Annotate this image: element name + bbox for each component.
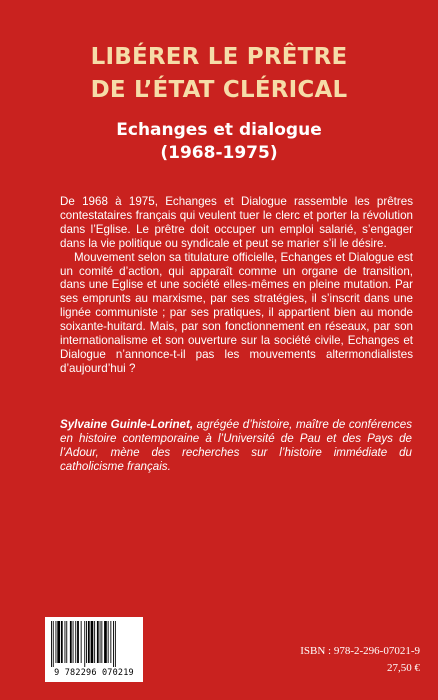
barcode-bar [86,621,87,663]
blurb-paragraph-2: Mouvement selon sa titulature officielle, Echanges et Dialogue est un comité d’action, qui apparaît comme un organe de transition, dans une Eglise et une société elles-mêmes en pleine mutation. Par ses emprunts au marxisme, par ses stratégies, il s’inscrit dans une lignée communiste ; par ses pratiques, il appartient bien au monde soixante-huitard. Mais, par son fonctionnement en réseaux, par son internationalisme et son ouverture sur la société civile, Echanges et Dialogue n’annonce-t-il pas les mouvements altermondialistes d’aujourd’hui ? [60,250,413,375]
barcode-bar [56,621,57,663]
barcode-bar [84,621,85,667]
barcode-bar [97,621,99,663]
barcode-bar [77,621,79,663]
barcode-bar [104,621,107,663]
barcode-bar [100,621,101,663]
barcode-bar [81,621,82,663]
barcode-bar [113,621,114,667]
barcode-bar [101,621,102,663]
barcode-bar [110,621,111,663]
book-title-line-2: DE L’ÉTAT CLÉRICAL [90,77,348,103]
barcode-bar [115,621,116,667]
book-blurb [60,195,413,376]
book-subtitle-dates: (1968-1975) [160,143,278,163]
barcode-bar [91,621,94,663]
barcode-bar [51,621,52,667]
barcode-bar [108,621,109,663]
barcode-bar [70,621,72,663]
book-title-line-1: LIBÉRER LE PRÊTRE [90,44,348,70]
barcode-bar [57,621,60,663]
author-bio-text: agrégée d’histoire, maître de conférences en histoire contemporaine à l’Université de Pau et des Pays de l’Adour, mène des recherches sur l’histoire immédiate du catholicisme français. [60,418,412,473]
barcode [45,617,143,682]
isbn-number: ISBN : 978-2-296-07021-9 [300,645,420,657]
barcode-bar [66,621,67,663]
price: 27,50 € [387,662,420,674]
author-name: Sylvaine Guinle-Lorinet, [60,418,194,431]
barcode-bars [50,621,138,667]
book-subtitle-line-1: Echanges et dialogue [116,120,322,140]
barcode-bar [61,621,63,663]
barcode-bar [65,621,66,663]
barcode-digits: 9 782296 070219 [54,668,134,678]
barcode-bar [94,621,95,663]
barcode-bar [73,621,74,663]
author-bio [60,418,412,474]
blurb-paragraph-1: De 1968 à 1975, Echanges et Dialogue rassemble les prêtres contestataires français qui veulent tuer le clerc et porter la révolution dans l’Eglise. Le prêtre doit occuper un emploi salarié, s’engager dans la vie politique ou syndicale et peut se marier s’il le désire. [60,195,413,250]
barcode-bar [75,621,76,663]
barcode-bar [53,621,54,667]
barcode-bar [88,621,90,663]
